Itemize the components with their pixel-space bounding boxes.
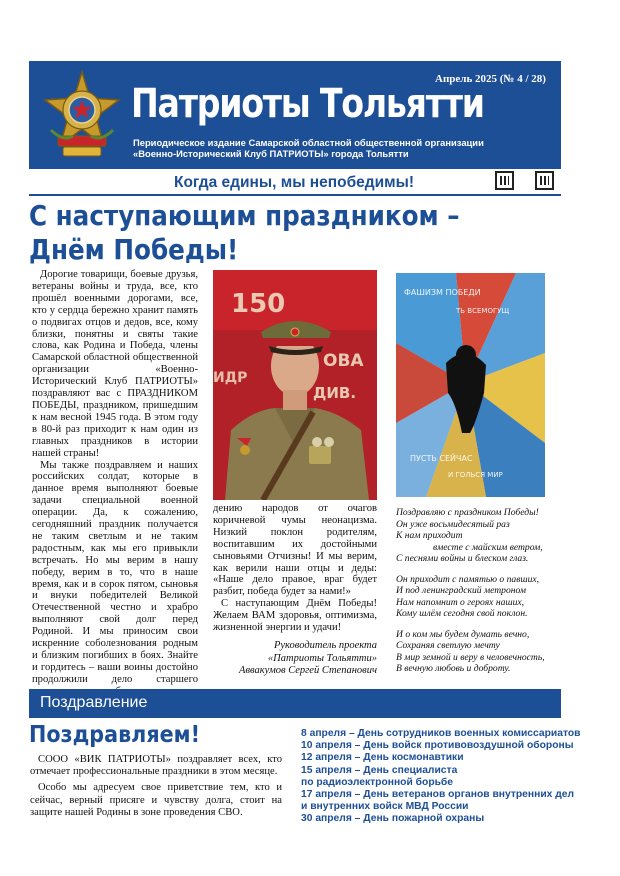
holiday-item: 15 апреля – День специалиста [301, 764, 458, 776]
svg-text:И ГОЛЬСЯ МИР: И ГОЛЬСЯ МИР [448, 471, 503, 479]
club-emblem-icon [43, 70, 121, 160]
signature [236, 640, 377, 678]
poem-line: В мир земной и веру в человечность, [396, 651, 545, 663]
svg-text:ДИВ.: ДИВ. [313, 384, 357, 402]
article-column-2 [213, 503, 377, 634]
greeting-paragraph: СООО «ВИК ПАТРИОТЫ» поздравляет всех, кто отмечает профессиональные праздники в этом месяце. [30, 754, 282, 778]
poem-line: Он приходит с памятью о павших, [396, 573, 540, 585]
poem-line: Он уже восьмидесятый раз [396, 518, 510, 530]
signature-role: Руководитель проекта [273, 640, 377, 651]
holiday-item: 12 апреля – День космонавтики [301, 752, 464, 764]
publisher-line [133, 137, 484, 159]
holiday-item: 10 апреля – День войск противовоздушной обороны [301, 740, 574, 752]
article-paragraph: Дорогие товарищи, боевые друзья, ветераны войны и труда, все, кто прошёл военными дорогами, все, кто у сердца бережно хранит память о подвигах отцов и дедов, все, кому близки, понятны и святы такие слова, как Родина и Победа, члены Самарской областной общественной организации «Военно-Исторический Клуб ПАТРИОТЫ» поздравляют вас с ПРАЗДНИКОМ ПОБЕДЫ, праздником, пришедшим к нам весной 1945 года. В этом году в 80-й раз приходит к нам один из главных праздников в истории нашей страны! [32, 269, 198, 459]
article-column-1 [32, 269, 198, 698]
holiday-item: и внутренних войск МВД России [301, 801, 469, 813]
signature-name: Аввакумов Сергей Степанович [239, 665, 377, 676]
svg-text:ОВА: ОВА [323, 351, 364, 371]
divider [29, 194, 561, 196]
section-label: Поздравление [40, 694, 148, 711]
section-bar [29, 689, 561, 718]
poem-line: Нам напомнит о героях наших, [396, 596, 525, 608]
svg-text:ИДР: ИДР [213, 370, 248, 386]
holiday-item: 30 апреля – День пожарной охраны [301, 813, 485, 825]
publisher-line-1: Периодическое издание Самарской областной общественной организации [133, 137, 484, 148]
signature-org: «Патриоты Тольятти» [267, 652, 377, 664]
poem-line: В вечную любовь и доброту. [396, 663, 511, 674]
poem-line: С песнями войны и блеском глаз. [396, 553, 529, 564]
holidays-list [301, 728, 581, 826]
greeting-paragraph: Особо мы адресуем свое приветствие тем, кто и сейчас, верный присяге и чувству долга, стоит на защите нашей Родины в зоне проведения СВО. [30, 782, 282, 818]
svg-text:ПУСТЬ СЕЙЧАС: ПУСТЬ СЕЙЧАС [410, 454, 473, 463]
svg-text:150: 150 [231, 289, 286, 319]
holiday-item: по радиоэлектронной борьбе [301, 776, 454, 788]
svg-text:ФАШИЗМ ПОБЕДИ: ФАШИЗМ ПОБЕДИ [404, 288, 481, 297]
poem-line: Поздравляю с праздником Победы! [396, 507, 539, 518]
headline-line-1: С наступающим праздником – [29, 199, 460, 232]
holiday-item: 17 апреля – День ветеранов органов внутренних дел [301, 789, 575, 801]
svg-text:ТЬ ВСЕМОГУЩ: ТЬ ВСЕМОГУЩ [456, 307, 510, 315]
issue-number: Апрель 2025 (№ 4 / 28) [435, 73, 546, 85]
poem-line: Сохраняя светлую мечту [396, 640, 500, 651]
article-paragraph: дению народов от очагов коричневой чумы неонацизма. Низкий поклон родителям, воспитавшим их достойными сыновьями Отчизны! И мы верим, как верили наши отцы и деды: «Наше дело правое, враг будет разбит, победа будет за нами!» [213, 503, 377, 598]
section-heading: Поздравляем! [29, 722, 201, 748]
article-paragraph: Мы также поздравляем и наших российских солдат, которые в данное время выполняют боевые задачи специальной военной операции. Да, к сожалению, сегодняшний праздник получается не таким светлым и не таким радостным, как мы его привыкли встречать. Но мы верим в нашу победу, верим в то, что в наше время, как и в сорок пятом, сыновья и внуки победителей Великой Отечественной честно и храбро выполняют свой долг перед Родиной. И мы приносим свои искренние соболезнования родным и близким погибших в боях. Знайте и гордитесь – ваши воины достойно продолжили дело старшего [32, 459, 198, 685]
motto: Когда едины, мы непобедимы! [174, 174, 415, 191]
poem-line: И о ком мы будем думать вечно, [396, 628, 530, 640]
poem-line: вместе с майским ветром, [433, 541, 543, 553]
poem [396, 507, 556, 675]
qr-code-icon[interactable] [495, 171, 514, 190]
publisher-line-2: «Военно-Исторический Клуб ПАТРИОТЫ» города Тольятти [133, 148, 409, 159]
childrens-drawing [393, 270, 548, 500]
newspaper-title: Патриоты Тольятти [131, 81, 484, 127]
article-headline [29, 199, 460, 267]
poem-line: Кому шлём сегодня свой поклон. [396, 608, 528, 619]
holiday-item: 8 апреля – День сотрудников военных комиссариатов [301, 728, 581, 739]
poem-line: К нам приходит [396, 530, 463, 541]
poem-line: И под ленинградский метроном [396, 585, 527, 596]
headline-line-2: Днём Победы! [29, 233, 239, 266]
qr-code-icon[interactable] [535, 171, 554, 190]
greeting-text [30, 754, 282, 823]
article-paragraph: С наступающим Днём Победы! Желаем ВАМ здоровья, оптимизма, жизненной энергии и удачи! [213, 598, 377, 634]
veteran-photo [213, 270, 377, 500]
